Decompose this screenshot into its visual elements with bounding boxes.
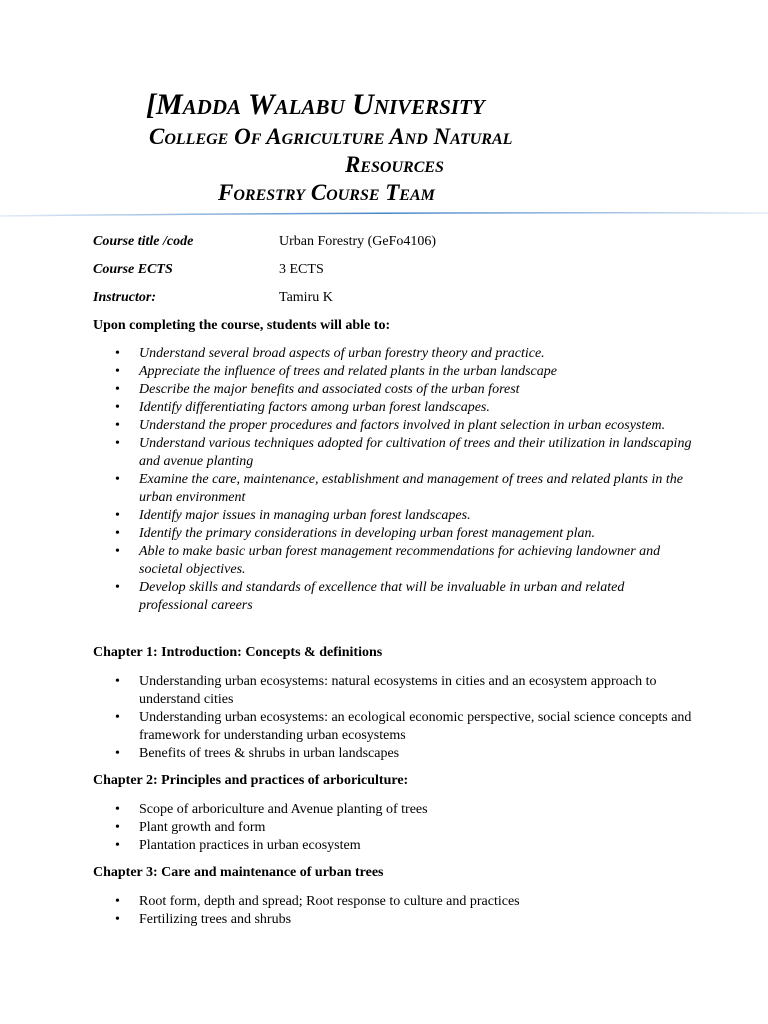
header-divider-line — [0, 212, 768, 218]
info-label: Course ECTS — [93, 262, 173, 277]
bullet-icon: • — [115, 526, 120, 541]
list-item: • Understand several broad aspects of urban forestry theory and practice. — [115, 346, 545, 361]
bullet-icon: • — [115, 802, 120, 817]
bullet-icon: • — [115, 746, 120, 761]
list-item: • Root form, depth and spread; Root response to culture and practices — [115, 894, 520, 909]
list-item: • Describe the major benefits and associated costs of the urban forest — [115, 382, 520, 397]
bullet-icon: • — [115, 418, 120, 433]
bullet-icon: • — [115, 710, 120, 725]
bullet-icon: • — [115, 580, 120, 595]
list-item: • Identify the primary considerations in developing urban forest management plan. — [115, 526, 595, 541]
info-label: Instructor: — [93, 290, 157, 305]
list-item: • Understand the proper procedures and factors involved in plant selection in urban ecosystem. — [115, 418, 666, 433]
bullet-icon: • — [115, 544, 120, 559]
bullet-icon: • — [115, 674, 120, 689]
info-value: Tamiru K — [279, 290, 333, 305]
bullet-icon: • — [115, 912, 120, 927]
bullet-icon: • — [115, 364, 120, 379]
list-item: • Plant growth and form — [115, 820, 266, 835]
chapter-3-title: Chapter 3: Care and maintenance of urban trees — [93, 865, 384, 880]
chapter-1-list — [93, 673, 693, 763]
list-item: • Fertilizing trees and shrubs — [115, 912, 292, 927]
list-item: • Understanding urban ecosystems: natural ecosystems in cities and an ecosystem approach to understand cities — [115, 674, 657, 707]
resources-heading: Resources — [345, 152, 444, 177]
info-value: Urban Forestry (GeFo4106) — [279, 234, 437, 249]
list-item: • Identify major issues in managing urban forest landscapes. — [115, 508, 471, 523]
college-heading: College Of Agriculture And Natural — [149, 124, 513, 149]
list-item: • Understand various techniques adopted for cultivation of trees and their utilization in landscaping and avenue planting — [115, 436, 692, 469]
info-label: Course title /code — [93, 234, 194, 249]
bullet-icon: • — [115, 894, 120, 909]
university-heading: [Madda Walabu University — [146, 88, 485, 121]
info-value: 3 ECTS — [279, 262, 324, 277]
chapter-2-title: Chapter 2: Principles and practices of arboriculture: — [93, 773, 409, 788]
chapter-3-list — [93, 893, 693, 929]
objectives-title: Upon completing the course, students will able to: — [93, 318, 391, 333]
chapter-1-title: Chapter 1: Introduction: Concepts & definitions — [93, 645, 383, 660]
bullet-icon: • — [115, 400, 120, 415]
list-item: • Examine the care, maintenance, establishment and management of trees and related plants in the urban environment — [115, 472, 683, 505]
course-team-heading: Forestry Course Team — [218, 180, 435, 205]
objectives-list — [93, 345, 693, 615]
list-item: • Understanding urban ecosystems: an ecological economic perspective, social science concepts and framework for understanding urban ecosystems — [115, 710, 692, 743]
bullet-icon: • — [115, 472, 120, 487]
bullet-icon: • — [115, 838, 120, 853]
list-item: • Identify differentiating factors among urban forest landscapes. — [115, 400, 490, 415]
bullet-icon: • — [115, 820, 120, 835]
bullet-icon: • — [115, 346, 120, 361]
list-item: • Develop skills and standards of excellence that will be invaluable in urban and related professional careers — [115, 580, 625, 613]
bullet-icon: • — [115, 508, 120, 523]
list-item: • Benefits of trees & shrubs in urban landscapes — [115, 746, 400, 761]
list-item: • Plantation practices in urban ecosystem — [115, 838, 361, 853]
bullet-icon: • — [115, 382, 120, 397]
bullet-icon: • — [115, 436, 120, 451]
list-item: • Appreciate the influence of trees and related plants in the urban landscape — [115, 364, 557, 379]
chapter-2-list — [93, 801, 693, 855]
list-item: • Able to make basic urban forest management recommendations for achieving landowner and societal objectives. — [115, 544, 661, 577]
list-item: • Scope of arboriculture and Avenue planting of trees — [115, 802, 428, 817]
